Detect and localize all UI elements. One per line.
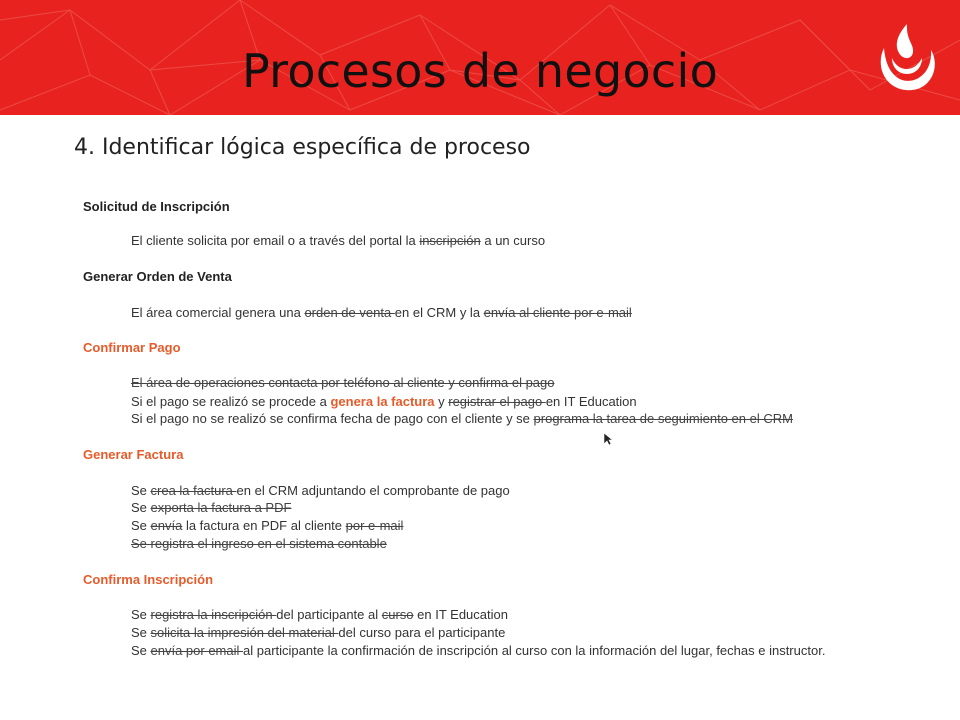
process-step-line: El área comercial genera una orden de venta en el CRM y la envía al cliente por e-mail [131, 305, 632, 320]
process-step-line: Se solicita la impresión del material del curso para el participante [131, 625, 506, 640]
process-step-line: Si el pago no se realizó se confirma fecha de pago con el cliente y se programa la tarea de seguimiento en el CRM [131, 411, 793, 426]
process-step-line: El área de operaciones contacta por teléfono al cliente y confirma el pago [131, 375, 555, 390]
process-step-line: Se envía por email al participante la confirmación de inscripción al curso con la información del lugar, fechas e instructor. [131, 643, 826, 658]
process-step-line: Si el pago se realizó se procede a genera la factura y registrar el pago en IT Education [131, 394, 637, 409]
slide-header-band [0, 0, 960, 115]
section-heading: Generar Orden de Venta [83, 269, 232, 284]
document-subtitle: 4. Identificar lógica específica de proceso [74, 135, 531, 160]
mouse-pointer-icon [603, 432, 613, 446]
page-title: Procesos de negocio [241, 44, 719, 98]
section-heading: Confirma Inscripción [83, 572, 214, 587]
university-flame-logo-icon [872, 20, 942, 94]
process-step-line: Se envía la factura en PDF al cliente por e-mail [131, 518, 404, 533]
process-step-line: Se crea la factura en el CRM adjuntando el comprobante de pago [131, 483, 510, 498]
section-heading: Generar Factura [83, 447, 184, 462]
process-step-line: Se registra el ingreso en el sistema contable [131, 536, 387, 551]
process-step-line: Se exporta la factura a PDF [131, 500, 292, 515]
process-step-line: El cliente solicita por email o a través del portal la inscripción a un curso [131, 233, 546, 248]
section-heading: Solicitud de Inscripción [83, 199, 230, 214]
section-heading: Confirmar Pago [83, 340, 181, 355]
scanned-document [0, 115, 960, 720]
process-step-line: Se registra la inscripción del participante al curso en IT Education [131, 607, 508, 622]
